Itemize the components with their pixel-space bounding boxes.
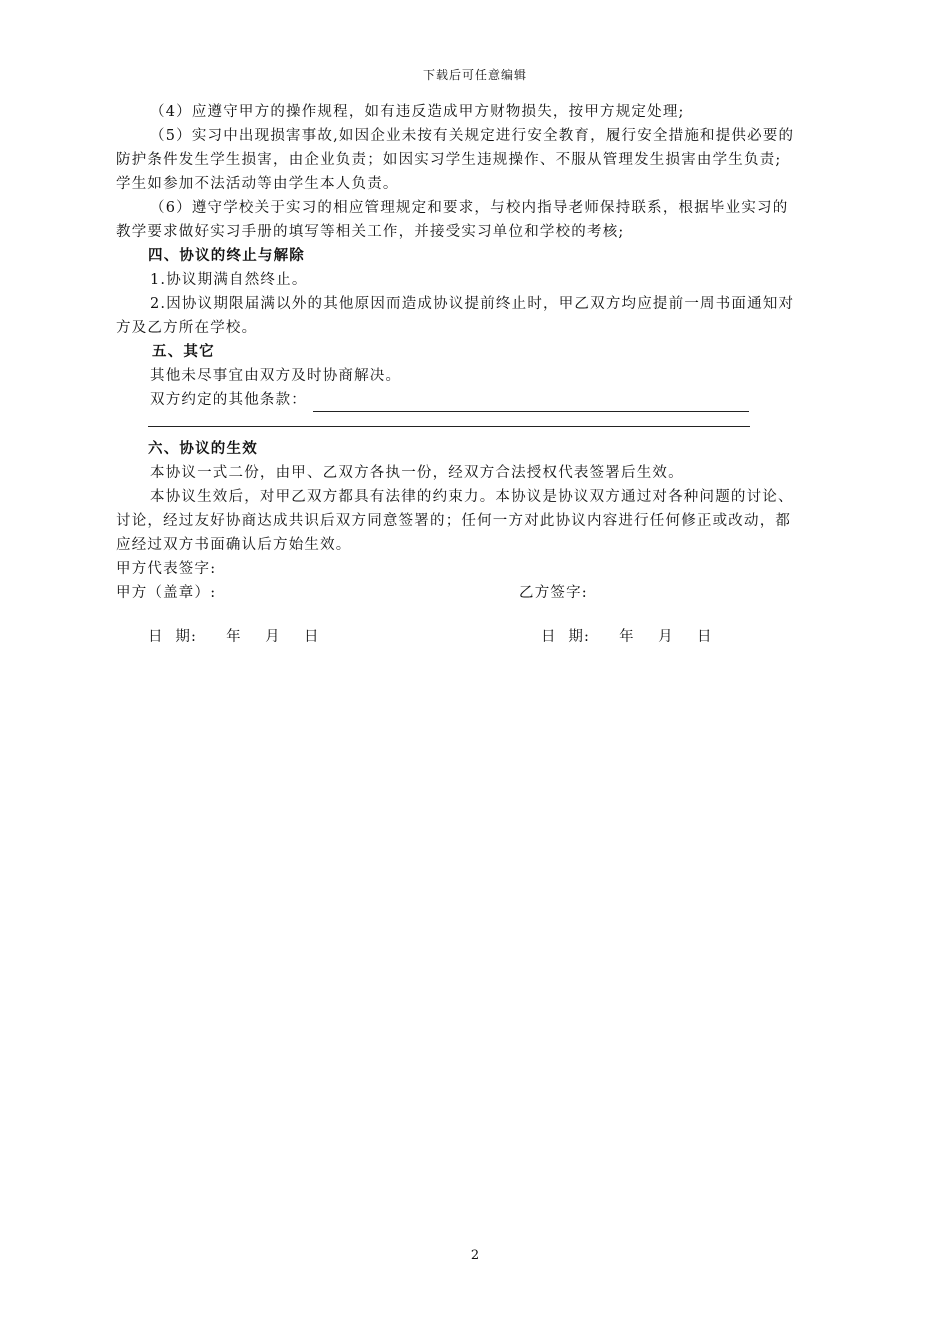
section-4-item-2-line-1: 2.因协议期限届满以外的其他原因而造成协议提前终止时，甲乙双方均应提前一周书面通知对: [150, 296, 795, 312]
clause-5-line-2: 防护条件发生学生损害，由企业负责；如因实习学生违规操作、不服从管理发生损害由学生负责;: [116, 152, 782, 168]
section-4-item-2-line-2: 方及乙方所在学校。: [116, 320, 258, 336]
other-terms-label: 双方约定的其他条款：: [150, 392, 307, 408]
section-4-title: 四、协议的终止与解除: [148, 248, 305, 264]
clause-5-line-1: （5）实习中出现损害事故,如因企业未按有关规定进行安全教育，履行安全措施和提供必要的: [150, 128, 795, 144]
party-a-date: 日 期: 年 月 日: [148, 629, 320, 645]
clause-6-line-1: （6）遵守学校关于实习的相应管理规定和要求，与校内指导老师保持联系，根据毕业实习的: [150, 200, 789, 216]
clause-4: （4）应遵守甲方的操作规程，如有违反造成甲方财物损失，按甲方规定处理;: [150, 104, 685, 120]
other-terms-second-line: [148, 412, 750, 427]
party-a-rep-signature-label: 甲方代表签字:: [116, 561, 217, 577]
party-b-date: 日 期: 年 月 日: [541, 629, 713, 645]
document-body: [116, 100, 838, 649]
date-row: [116, 625, 838, 649]
section-6-para-1: 本协议一式二份，由甲、乙双方各执一份，经双方合法授权代表签署后生效。: [150, 465, 684, 481]
section-6-title: 六、协议的生效: [148, 441, 258, 457]
section-4-item-1: 1.协议期满自然终止。: [150, 272, 308, 288]
page-number: 2: [470, 1248, 480, 1263]
section-5-line-1: 其他未尽事宜由双方及时协商解决。: [150, 368, 402, 384]
clause-5-line-3: 学生如参加不法活动等由学生本人负责。: [116, 176, 399, 192]
section-6-para-2-line-2: 讨论，经过友好协商达成共识后双方同意签署的；任何一方对此协议内容进行任何修正或改动，都: [116, 513, 792, 529]
other-terms-row: [116, 388, 838, 412]
party-b-signature-label: 乙方签字:: [519, 585, 588, 601]
clause-6-line-2: 教学要求做好实习手册的填写等相关工作，并接受实习单位和学校的考核;: [116, 224, 625, 240]
party-a-seal-label: 甲方（盖章）:: [116, 585, 217, 601]
section-6-para-2-line-1: 本协议生效后，对甲乙双方都具有法律的约束力。本协议是协议双方通过对各种问题的讨论、: [150, 489, 794, 505]
signature-row: [116, 581, 838, 605]
page-header: 下载后可任意编辑: [422, 68, 527, 82]
section-5-title: 五、其它: [152, 344, 215, 360]
section-6-para-2-line-3: 应经过双方书面确认后方始生效。: [116, 537, 352, 553]
other-terms-blank-line: [313, 393, 749, 412]
